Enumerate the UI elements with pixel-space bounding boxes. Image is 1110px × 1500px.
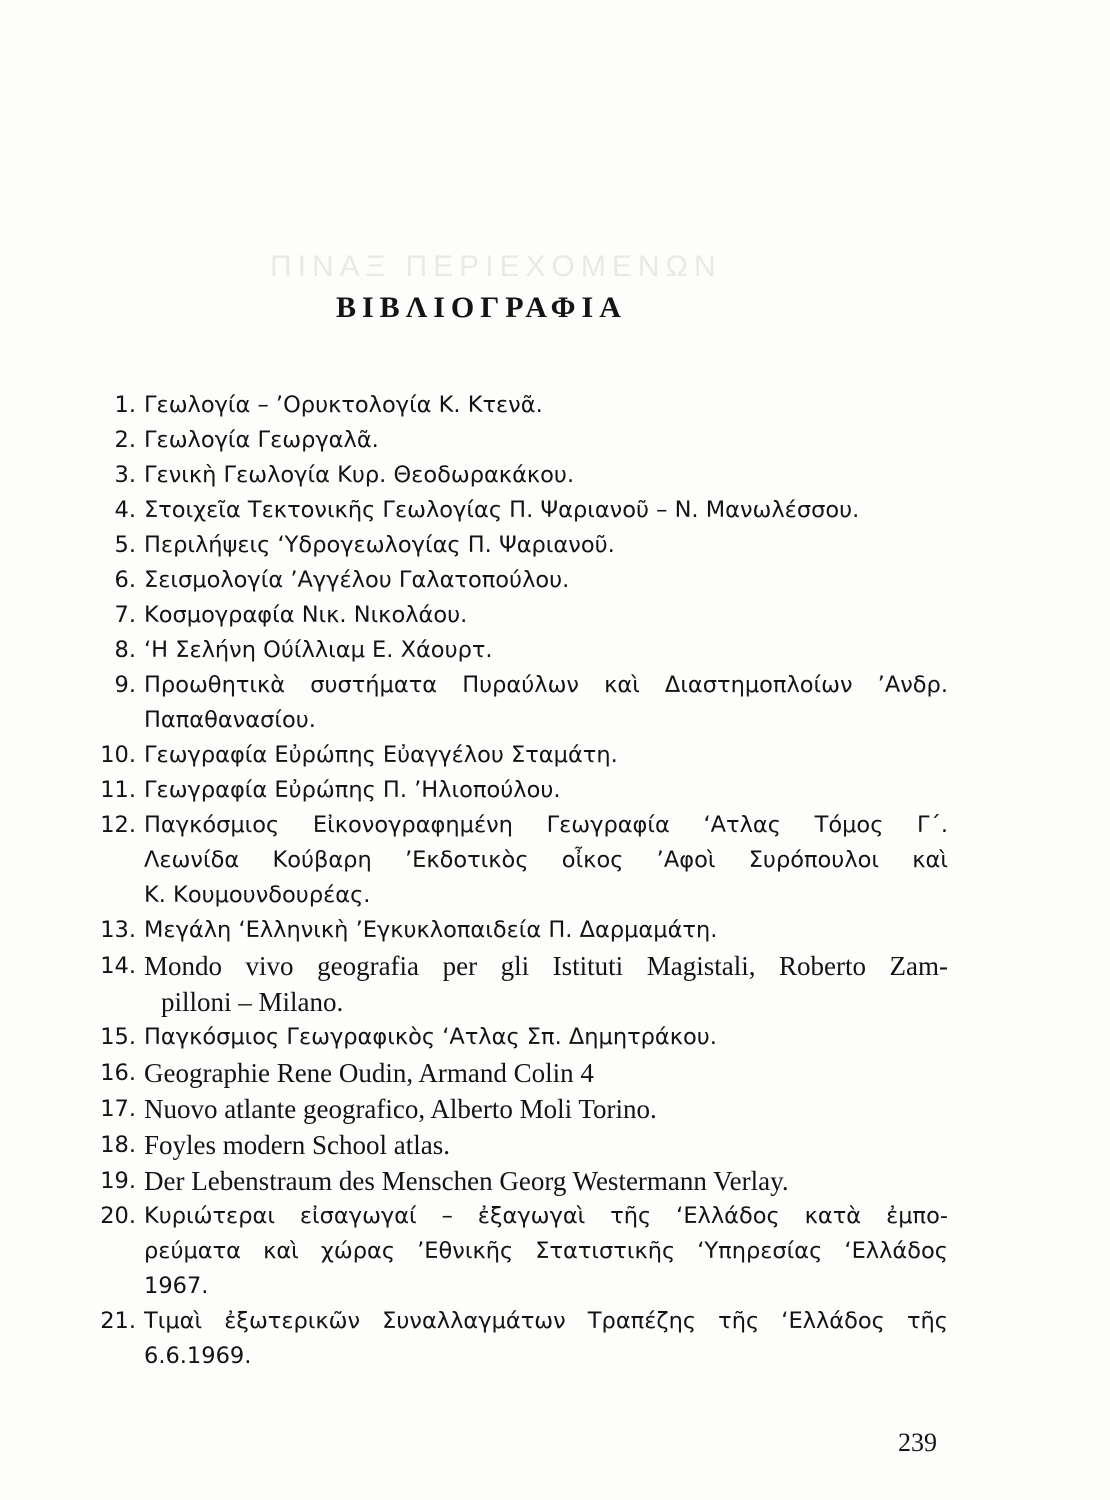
bibliography-entry: [86, 633, 948, 668]
entry-number: 20.: [100, 1203, 136, 1229]
bibliography-entry: [86, 1091, 948, 1127]
entry-line: ρεύματα καὶ χώρας ’Εθνικῆς Στατιστικῆς ‘Υπηρεσίας ‘Ελλάδος: [144, 1238, 948, 1264]
entry-text: [144, 388, 948, 423]
bibliography-entry: [86, 738, 948, 773]
bibliography-entry: [86, 1199, 948, 1304]
entry-text: [144, 1199, 948, 1304]
entry-text: [144, 948, 948, 1020]
entry-number: 21.: [100, 1308, 136, 1334]
entry-number: 16.: [100, 1060, 136, 1086]
entry-line: 6.6.1969.: [144, 1343, 252, 1369]
bibliography-entry: [86, 388, 948, 423]
entry-text: [144, 1020, 948, 1055]
entry-number: 2.: [114, 427, 136, 453]
entry-line: Λεωνίδα Κούβαρη ’Εκδοτικὸς οἶκος ’Αφοὶ Συρόπουλοι καὶ: [144, 847, 948, 873]
entry-number: 1.: [114, 392, 136, 418]
entry-text: [144, 1055, 948, 1091]
entry-line: Γεωγραφία Εὐρώπης Π. ’Ηλιοπούλου.: [144, 777, 561, 803]
entry-text: [144, 493, 948, 528]
bibliography-entry: [86, 598, 948, 633]
bibliography-entry: [86, 668, 948, 738]
entry-text: [144, 668, 948, 738]
entry-number: 14.: [100, 953, 136, 979]
entry-line: 1967.: [144, 1273, 209, 1299]
entry-text: [144, 773, 948, 808]
entry-line: ‘Η Σελήνη Ούίλλιαμ Ε. Χάουρτ.: [144, 637, 493, 663]
bibliography-entry: [86, 1020, 948, 1055]
entry-number: 8.: [114, 637, 136, 663]
entry-line: Γεωλογία – ’Ορυκτολογία Κ. Κτενᾶ.: [144, 392, 543, 418]
entry-line: Προωθητικὰ συστήματα Πυραύλων καὶ Διαστημοπλοίων ’Ανδρ.: [144, 672, 948, 698]
entry-line: Mondo vivo geografia per gli Istituti Magistali, Roberto Zam-: [144, 951, 948, 981]
bibliography-entry: [86, 808, 948, 913]
page-number: 239: [898, 1428, 937, 1457]
entry-line: Παγκόσμιος Γεωγραφικὸς ‘Ατλας Σπ. Δημητράκου.: [144, 1024, 717, 1050]
bibliography-list: [86, 388, 948, 1374]
bibliography-entry: [86, 563, 948, 598]
entry-number: 7.: [114, 602, 136, 628]
entry-line: pilloni – Milano.: [161, 987, 344, 1017]
entry-line: Μεγάλη ‘Ελληνικὴ ’Εγκυκλοπαιδεία Π. Δαρμαμάτη.: [144, 917, 718, 943]
entry-line: Γενικὴ Γεωλογία Κυρ. Θεοδωρακάκου.: [144, 462, 575, 488]
entry-line: Κ. Κουμουνδουρέας.: [144, 882, 371, 908]
entry-number: 19.: [100, 1168, 136, 1194]
entry-text: [144, 1163, 948, 1199]
entry-number: 6.: [114, 567, 136, 593]
bibliography-entry: [86, 458, 948, 493]
entry-text: [144, 808, 948, 913]
entry-line: Τιμαὶ ἐξωτερικῶν Συναλλαγμάτων Τραπέζης τῆς ‘Ελλάδος τῆς: [144, 1308, 948, 1334]
entry-number: 17.: [100, 1096, 136, 1122]
bleed-through-heading: ΠΙΝΑΞ ΠΕΡΙΕΧΟΜΕΝΩΝ: [270, 250, 722, 283]
entry-line: Παπαθανασίου.: [144, 707, 316, 733]
entry-text: [144, 528, 948, 563]
entry-text: [144, 423, 948, 458]
entry-number: 4.: [114, 497, 136, 523]
entry-line: Κυριώτεραι εἰσαγωγαί – ἐξαγωγαὶ τῆς ‘Ελλάδος κατὰ ἐμπο-: [144, 1203, 948, 1229]
entry-line: Γεωγραφία Εὐρώπης Εὐαγγέλου Σταμάτη.: [144, 742, 618, 768]
entry-line: Γεωλογία Γεωργαλᾶ.: [144, 427, 379, 453]
entry-text: [144, 598, 948, 633]
entry-line: Geographie Rene Oudin, Armand Colin 4: [144, 1058, 594, 1088]
entry-number: 9.: [114, 672, 136, 698]
bibliography-entry: [86, 423, 948, 458]
entry-number: 3.: [114, 462, 136, 488]
entry-line: Παγκόσμιος Εἰκονογραφημένη Γεωγραφία ‘Ατλας Τόμος Γ΄.: [144, 812, 948, 838]
entry-text: [144, 1304, 948, 1374]
entry-line: Περιλήψεις ‘Υδρογεωλογίας Π. Ψαριανοῦ.: [144, 532, 615, 558]
entry-line: Der Lebenstraum des Menschen Georg Westermann Verlay.: [144, 1166, 789, 1196]
entry-number: 10.: [100, 742, 136, 768]
entry-number: 12.: [100, 812, 136, 838]
bibliography-entry: [86, 1304, 948, 1374]
page-title: ΒΙΒΛΙΟΓΡΑΦΙΑ: [336, 291, 627, 324]
entry-text: [144, 458, 948, 493]
entry-line: Σεισμολογία ’Αγγέλου Γαλατοπούλου.: [144, 567, 570, 593]
bibliography-entry: [86, 493, 948, 528]
entry-number: 18.: [100, 1132, 136, 1158]
bibliography-entry: [86, 1127, 948, 1163]
entry-text: [144, 1091, 948, 1127]
entry-text: [144, 1127, 948, 1163]
entry-number: 11.: [100, 777, 136, 803]
entry-text: [144, 913, 948, 948]
bibliography-entry: [86, 528, 948, 563]
entry-line: Κοσμογραφία Νικ. Νικολάου.: [144, 602, 468, 628]
entry-line: Foyles modern School atlas.: [144, 1130, 450, 1160]
entry-text: [144, 563, 948, 598]
entry-number: 15.: [100, 1024, 136, 1050]
entry-line: Nuovo atlante geografico, Alberto Moli Torino.: [144, 1094, 657, 1124]
entry-text: [144, 633, 948, 668]
bibliography-entry: [86, 913, 948, 948]
bibliography-entry: [86, 773, 948, 808]
bibliography-entry: [86, 948, 948, 1020]
entry-number: 13.: [100, 917, 136, 943]
bibliography-entry: [86, 1163, 948, 1199]
entry-line: Στοιχεῖα Τεκτονικῆς Γεωλογίας Π. Ψαριανοῦ – Ν. Μανωλέσσου.: [144, 497, 860, 523]
entry-number: 5.: [114, 532, 136, 558]
bibliography-entry: [86, 1055, 948, 1091]
entry-text: [144, 738, 948, 773]
